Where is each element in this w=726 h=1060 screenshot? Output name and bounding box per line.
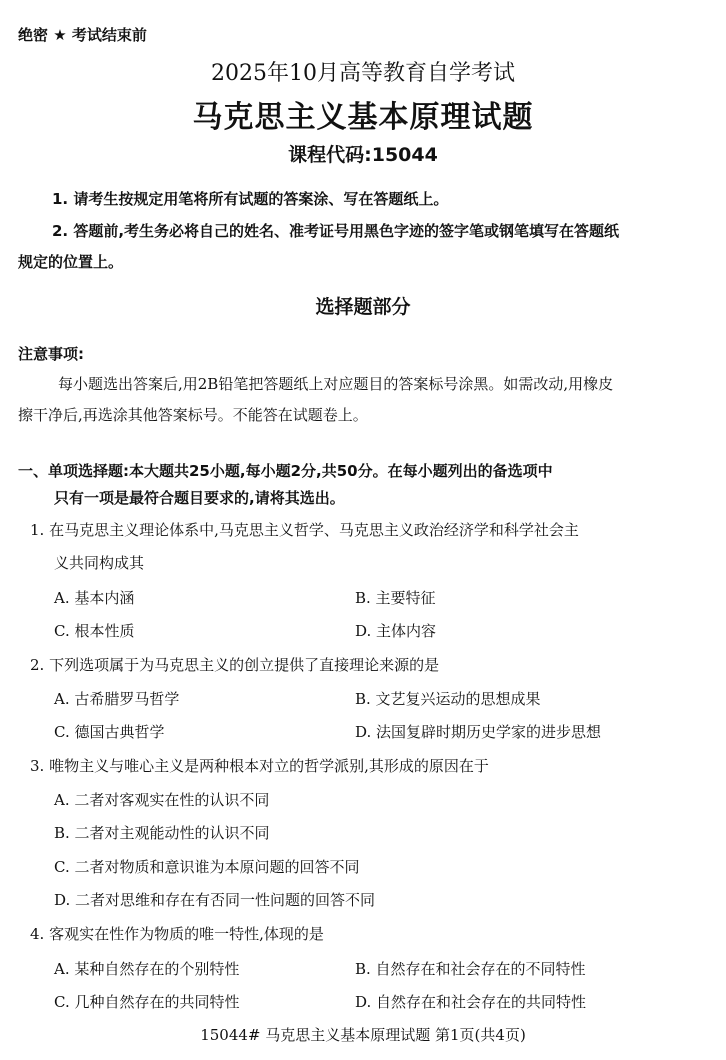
option-c: C. 几种自然存在的共同特性 [54, 993, 240, 1011]
option-b: B. 自然存在和社会存在的不同特性 [355, 960, 586, 978]
course-code: 课程代码:15044 [288, 144, 438, 166]
exam-title: 2025年10月高等教育自学考试 [211, 61, 515, 86]
page-footer: 15044# 马克思主义基本原理试题 第1页(共4页) [200, 1026, 526, 1044]
instruction-item-1: 1. 请考生按规定用笔将所有试题的答案涂、写在答题纸上。 [52, 190, 449, 208]
part-heading-line-1: 一、单项选择题:本大题共25小题,每小题2分,共50分。在每小题列出的备选项中 [18, 462, 553, 480]
question-stem: 1. 在马克思主义理论体系中,马克思主义哲学、马克思主义政治经济学和科学社会主 [30, 521, 579, 539]
option-a: A. 二者对客观实在性的认识不同 [54, 791, 270, 809]
subject-title: 马克思主义基本原理试题 [192, 100, 534, 135]
option-d: D. 二者对思维和存在有否同一性问题的回答不同 [54, 891, 376, 909]
option-a: A. 古希腊罗马哲学 [54, 690, 180, 708]
confidential-label: 绝密 ★ 考试结束前 [18, 26, 147, 44]
option-b: B. 主要特征 [355, 589, 436, 607]
option-c: C. 根本性质 [54, 622, 135, 640]
instruction-item-2-line-2: 规定的位置上。 [18, 253, 124, 271]
notes-text-line-1: 每小题选出答案后,用2B铅笔把答题纸上对应题目的答案标号涂黑。如需改动,用橡皮 [58, 375, 614, 393]
option-d: D. 自然存在和社会存在的共同特性 [355, 993, 587, 1011]
part-heading-line-2: 只有一项是最符合题目要求的,请将其选出。 [54, 489, 345, 507]
question-stem: 2. 下列选项属于为马克思主义的创立提供了直接理论来源的是 [30, 656, 440, 674]
question-stem: 4. 客观实在性作为物质的唯一特性,体现的是 [30, 925, 324, 943]
option-c: C. 二者对物质和意识谁为本原问题的回答不同 [54, 858, 360, 876]
notes-text-line-2: 擦干净后,再选涂其他答案标号。不能答在试题卷上。 [18, 406, 368, 424]
option-a: A. 基本内涵 [54, 589, 135, 607]
question-stem: 3. 唯物主义与唯心主义是两种根本对立的哲学派别,其形成的原因在于 [30, 757, 489, 775]
section-title: 选择题部分 [315, 296, 411, 318]
option-d: D. 主体内容 [355, 622, 437, 640]
option-d: D. 法国复辟时期历史学家的进步思想 [355, 723, 602, 741]
option-a: A. 某种自然存在的个别特性 [54, 960, 240, 978]
option-c: C. 德国古典哲学 [54, 723, 165, 741]
option-b: B. 二者对主观能动性的认识不同 [54, 824, 270, 842]
instruction-item-2-line-1: 2. 答题前,考生务必将自己的姓名、准考证号用黑色字迹的签字笔或钢笔填写在答题纸 [52, 222, 620, 240]
notes-heading: 注意事项: [18, 345, 84, 363]
option-b: B. 文艺复兴运动的思想成果 [355, 690, 541, 708]
question-stem-continued: 义共同构成其 [54, 554, 145, 572]
